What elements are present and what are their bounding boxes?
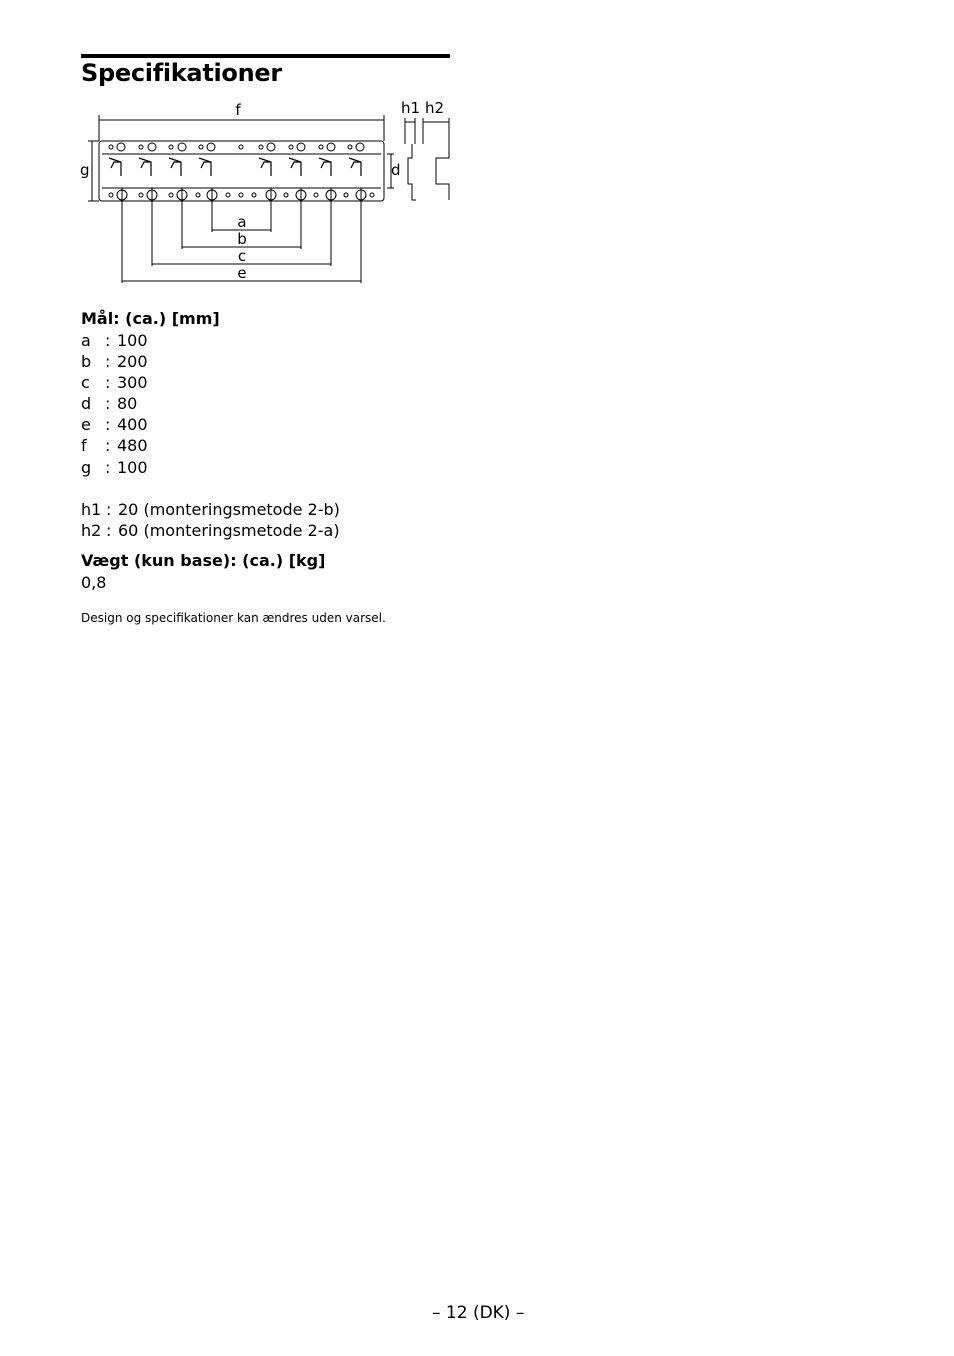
label-e: e bbox=[237, 264, 247, 282]
label-b: b bbox=[237, 230, 247, 248]
spec-row-d: d : 80 bbox=[81, 394, 138, 413]
weight-value: 0,8 bbox=[81, 573, 107, 592]
spec-row-g: g : 100 bbox=[81, 458, 148, 477]
label-h1: h1 bbox=[401, 99, 421, 117]
bracket-diagram bbox=[78, 96, 454, 288]
label-a: a bbox=[237, 213, 247, 231]
spec-row-h2: h2 : 60 (monteringsmetode 2-a) bbox=[81, 521, 340, 540]
page-title: Specifikationer bbox=[81, 59, 282, 87]
page-number: – 12 (DK) – bbox=[432, 1303, 525, 1323]
weight-heading: Vægt (kun base): (ca.) [kg] bbox=[81, 551, 326, 570]
label-d: d bbox=[391, 161, 401, 179]
spec-row-f: f : 480 bbox=[81, 436, 148, 455]
label-g: g bbox=[80, 161, 90, 179]
spec-row-c: c : 300 bbox=[81, 373, 148, 392]
title-rule bbox=[81, 54, 450, 58]
spec-row-a: a : 100 bbox=[81, 331, 148, 350]
spec-row-e: e : 400 bbox=[81, 415, 148, 434]
disclaimer-note: Design og specifikationer kan ændres uden varsel. bbox=[81, 611, 386, 625]
label-c: c bbox=[237, 247, 247, 265]
spec-row-h1: h1 : 20 (monteringsmetode 2-b) bbox=[81, 500, 340, 519]
spec-row-b: b : 200 bbox=[81, 352, 148, 371]
label-f: f bbox=[235, 101, 241, 119]
dimensions-heading: Mål: (ca.) [mm] bbox=[81, 309, 220, 328]
label-h2: h2 bbox=[425, 99, 445, 117]
